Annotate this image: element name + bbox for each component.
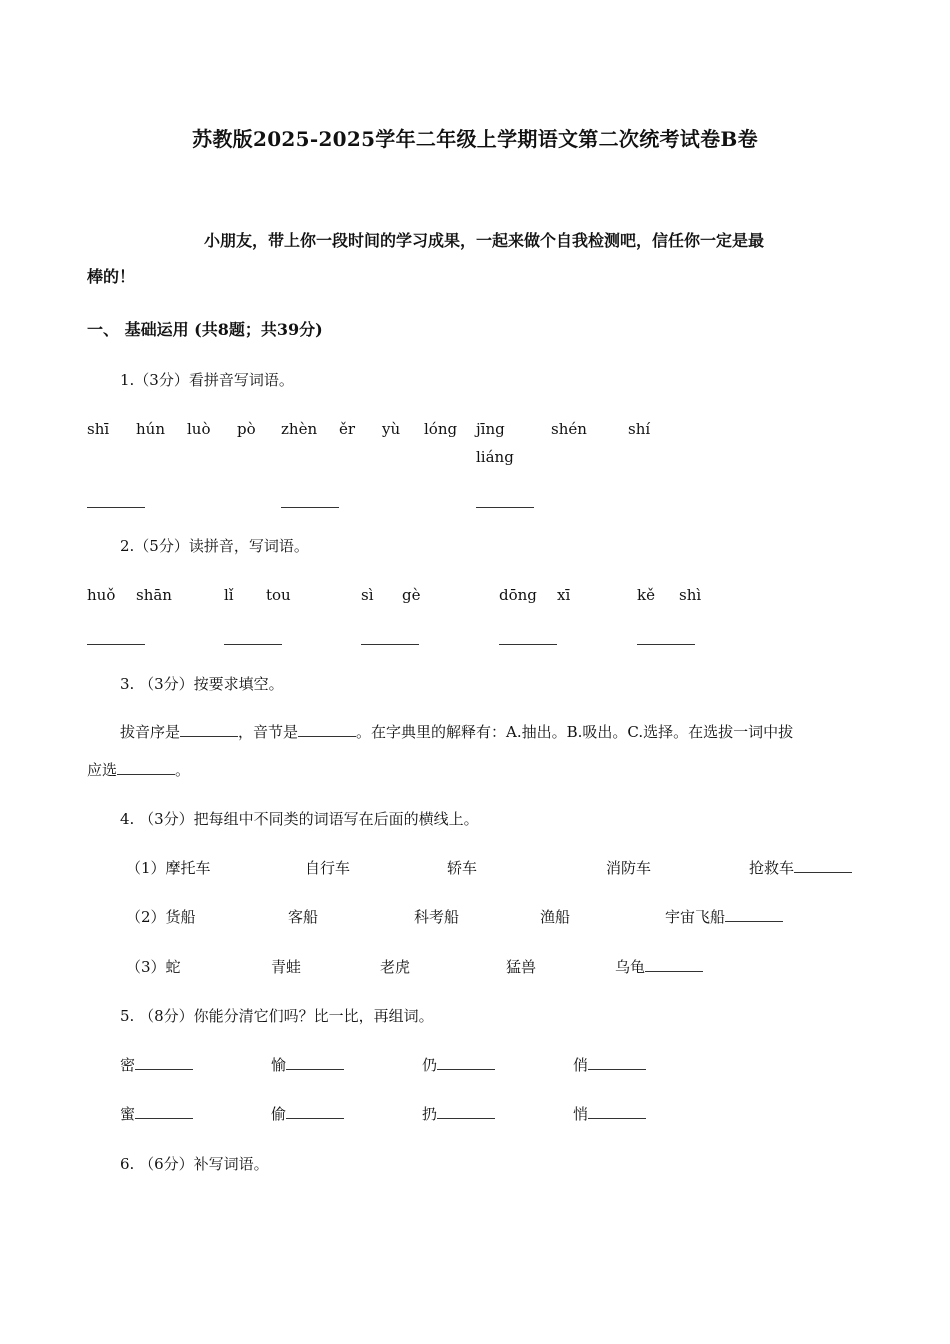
q3-text: 拔音序是 [120, 723, 181, 741]
pinyin: shì [679, 586, 702, 604]
q4-word: 猛兽 [506, 958, 537, 976]
answer-blank[interactable] [588, 1106, 646, 1119]
pinyin: liáng [476, 448, 514, 466]
pinyin: pò [237, 420, 256, 438]
pinyin: luò [187, 420, 211, 438]
answer-blank[interactable] [499, 644, 557, 645]
q4-word: 轿车 [447, 859, 478, 877]
q5-item [422, 1103, 495, 1124]
pinyin: jīng [476, 420, 505, 438]
question-4-stem: 4. （3分）把每组中不同类的词语写在后面的横线上。 [120, 810, 479, 828]
q4-word-with-blank [749, 857, 852, 878]
answer-blank[interactable] [180, 724, 238, 737]
pinyin: shén [551, 420, 587, 438]
pinyin: dōng [499, 586, 537, 604]
pinyin: lóng [424, 420, 458, 438]
q4-word-with-blank [665, 906, 783, 927]
question-2-stem: 2.（5分）读拼音，写词语。 [120, 537, 309, 555]
q4-word: 抢救车 [749, 859, 795, 877]
q4-word: 老虎 [380, 958, 411, 976]
q4-word: 青蛙 [271, 958, 302, 976]
q4-word: （2）货船 [126, 908, 196, 926]
q5-char: 偷 [271, 1105, 287, 1123]
q4-word: 宇宙飞船 [665, 908, 726, 926]
pinyin: sì [361, 586, 374, 604]
answer-blank[interactable] [286, 1106, 344, 1119]
pinyin: kě [637, 586, 655, 604]
intro-line-1: 小朋友，带上你一段时间的学习成果，一起来做个自我检测吧，信任你一定是最 [204, 231, 765, 250]
q5-char: 愉 [271, 1056, 287, 1074]
answer-blank[interactable] [224, 644, 282, 645]
q5-item [120, 1054, 193, 1075]
answer-blank[interactable] [637, 644, 695, 645]
pinyin: ěr [339, 420, 356, 438]
answer-blank[interactable] [135, 1106, 193, 1119]
pinyin: hún [136, 420, 165, 438]
question-1-stem: 1.（3分）看拼音写词语。 [120, 371, 294, 389]
answer-blank[interactable] [361, 644, 419, 645]
q5-char: 悄 [573, 1105, 589, 1123]
pinyin: zhèn [281, 420, 318, 438]
question-5-stem: 5. （8分）你能分清它们吗？比一比，再组词。 [120, 1007, 434, 1025]
answer-blank[interactable] [286, 1057, 344, 1070]
q5-char: 扔 [422, 1105, 438, 1123]
pinyin: xī [557, 586, 571, 604]
q4-word: 渔船 [540, 908, 571, 926]
q3-text: ，音节是 [238, 723, 299, 741]
question-3-line-2 [87, 759, 190, 780]
q5-char: 蜜 [120, 1105, 136, 1123]
answer-blank[interactable] [437, 1106, 495, 1119]
pinyin: shān [136, 586, 172, 604]
answer-blank[interactable] [725, 909, 783, 922]
q5-char: 密 [120, 1056, 136, 1074]
answer-blank[interactable] [794, 860, 852, 873]
answer-blank[interactable] [476, 507, 534, 508]
pinyin: tou [266, 586, 291, 604]
pinyin: shī [87, 420, 110, 438]
q4-word: （1）摩托车 [126, 859, 211, 877]
answer-blank[interactable] [645, 959, 703, 972]
q4-word-with-blank [615, 956, 703, 977]
q4-word: 科考船 [414, 908, 460, 926]
answer-blank[interactable] [298, 724, 356, 737]
question-3-stem: 3. （3分）按要求填空。 [120, 675, 284, 693]
q5-item [271, 1103, 344, 1124]
pinyin: yù [382, 420, 401, 438]
q4-word: （3）蛇 [126, 958, 181, 976]
q3-text: 应选 [87, 761, 118, 779]
q3-text: 。 [175, 761, 191, 779]
answer-blank[interactable] [87, 507, 145, 508]
question-6-stem: 6. （6分）补写词语。 [120, 1155, 269, 1173]
answer-blank[interactable] [135, 1057, 193, 1070]
answer-blank[interactable] [437, 1057, 495, 1070]
q5-item [271, 1054, 344, 1075]
intro-line-2: 棒的！ [87, 267, 136, 286]
pinyin: lǐ [224, 586, 234, 604]
q4-word: 自行车 [305, 859, 351, 877]
pinyin: huǒ [87, 586, 116, 604]
answer-blank[interactable] [588, 1057, 646, 1070]
section-heading: 一、 基础运用 (共8题；共39分) [87, 320, 323, 339]
answer-blank[interactable] [87, 644, 145, 645]
pinyin: gè [402, 586, 421, 604]
answer-blank[interactable] [117, 762, 175, 775]
q5-item [573, 1103, 646, 1124]
page-title: 苏教版2025-2025学年二年级上学期语文第二次统考试卷B卷 [192, 127, 758, 151]
q5-item [573, 1054, 646, 1075]
q5-item [422, 1054, 495, 1075]
q4-word: 消防车 [606, 859, 652, 877]
q4-word: 乌龟 [615, 958, 646, 976]
pinyin: shí [628, 420, 651, 438]
answer-blank[interactable] [281, 507, 339, 508]
question-3-line-1 [120, 721, 793, 742]
q5-item [120, 1103, 193, 1124]
q5-char: 仍 [422, 1056, 438, 1074]
q3-text: 。在字典里的解释有：A.抽出。B.吸出。C.选择。在选拔一词中拔 [356, 723, 794, 741]
q4-word: 客船 [288, 908, 319, 926]
q5-char: 俏 [573, 1056, 589, 1074]
